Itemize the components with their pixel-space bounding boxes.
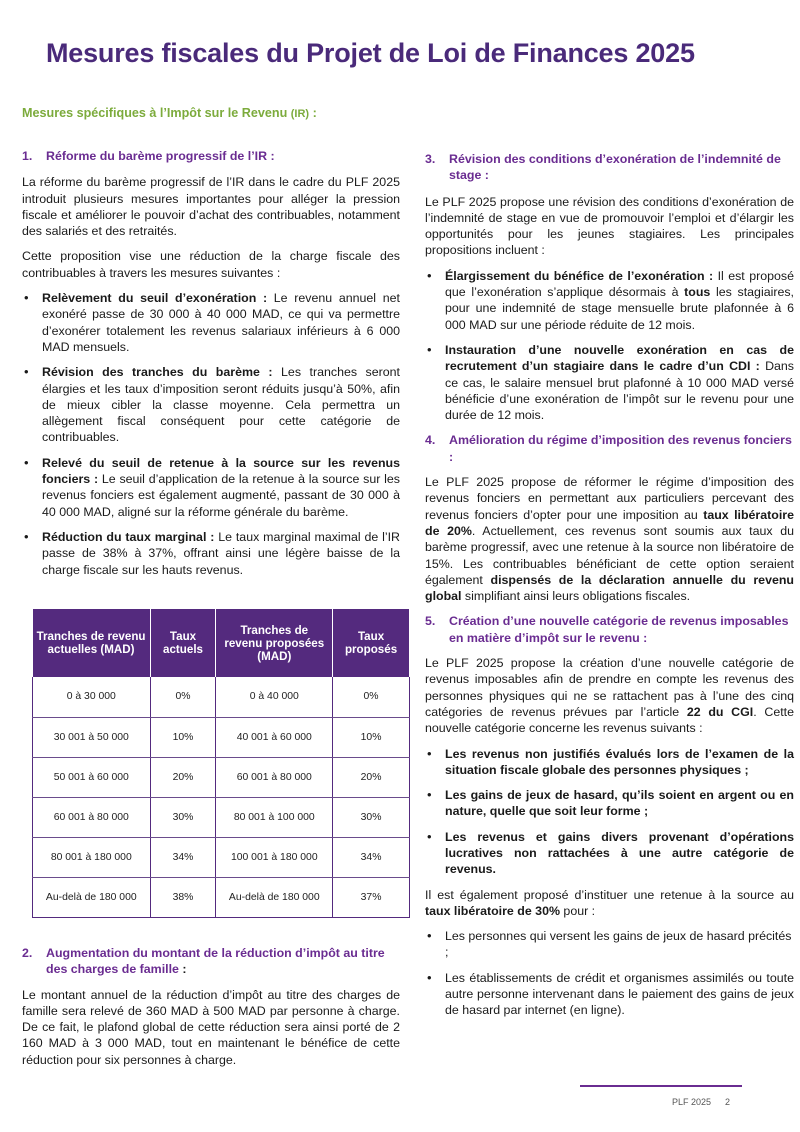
list-item <box>425 342 794 423</box>
list-item: • Les établissements de crédit et organismes assimilés ou toute autre personne intervenant dans le paiement des gains de jeux de hasard par internet (en ligne). <box>425 970 794 1019</box>
section-4-title: Amélioration du régime d’imposition des revenus fonciers : <box>449 433 792 464</box>
table-cell: 10% <box>150 717 216 757</box>
table-cell: 30% <box>333 797 410 837</box>
table-header-row <box>33 609 410 677</box>
page-number: 2 <box>725 1097 731 1107</box>
section-5-title: Création d’une nouvelle catégorie de revenus imposables en matière d’impôt sur le revenu : <box>449 614 789 645</box>
subtitle-abbr: (IR) <box>290 108 310 120</box>
section-5-number: 5. <box>425 614 436 629</box>
list-item <box>425 746 794 779</box>
table-cell: 100 001 à 180 000 <box>216 837 333 877</box>
table-cell: 30% <box>150 797 216 837</box>
bullet-bold: Les gains de jeux de hasard, qu’ils soient en argent ou en nature, quelle que soit leur forme ; <box>445 788 794 819</box>
section-1-title: Réforme du barème progressif de l’IR : <box>46 149 275 163</box>
section-5-heading <box>425 613 794 646</box>
right-column <box>425 151 794 1028</box>
table-row <box>33 717 410 757</box>
list-item: • Les personnes qui versent les gains de jeux de hasard précités ; <box>425 928 794 961</box>
text: Le PLF 2025 propose de réformer le régime d’imposition des revenus fonciers en permettant aux particuliers percevant des revenus fonciers d’opter pour une imposition au <box>425 475 794 522</box>
section-3-heading <box>425 151 794 184</box>
list-item <box>425 829 794 878</box>
section-1-number: 1. <box>22 149 33 163</box>
section-4-paragraph <box>425 474 794 604</box>
subtitle-main: Mesures spécifiques à l’Impôt sur le Revenu <box>22 106 288 120</box>
section-3-number: 3. <box>425 152 436 166</box>
bold-text: taux libératoire de 20% <box>425 507 794 538</box>
section-3-bullets <box>425 268 794 424</box>
bullet-text: Le revenu annuel net exonéré passe de 30 000 à 40 000 MAD, ce qui va permettre d’exonérer totalement les revenus salariaux inférieurs à 6 000 MAD mensuels. <box>42 291 400 354</box>
bold-text: taux libératoire de 30% <box>425 903 560 918</box>
table-cell: 20% <box>150 757 216 797</box>
section-5-paragraph-2 <box>425 887 794 920</box>
table-cell: Au-delà de 180 000 <box>33 877 151 917</box>
bullet-bold: Relevé du seuil de retenue à la source sur les revenus fonciers : <box>42 455 400 487</box>
table-cell: 34% <box>333 837 410 877</box>
table-cell: 30 001 à 50 000 <box>33 717 151 757</box>
table-cell: 80 001 à 180 000 <box>33 837 151 877</box>
list-item <box>22 290 400 355</box>
footer-divider <box>580 1085 742 1087</box>
bullet-text: Dans ce cas, le salaire mensuel brut plafonné à 10 000 MAD versé bénéficie d’une exonération de l’impôt sur le revenu pour une durée de 12 mois. <box>445 359 795 423</box>
table-row <box>33 877 410 917</box>
bullet-bold: Instauration d’une nouvelle exonération en cas de recrutement d’un stagiaire dans le cadre d’un CDI : <box>445 342 794 374</box>
column-header: Tranches de revenu actuelles (MAD) <box>33 609 151 677</box>
bullet-bold: Relèvement du seuil d’exonération : <box>42 291 268 306</box>
table-cell: 60 001 à 80 000 <box>33 797 151 837</box>
section-1-heading <box>22 148 400 164</box>
list-item <box>22 364 400 445</box>
table-row <box>33 797 410 837</box>
column-header: Taux proposés <box>333 609 410 677</box>
section-4-number: 4. <box>425 433 436 448</box>
bullet-bold: Les revenus et gains divers provenant d’opérations lucratives non rattachées à une autre catégorie de revenus. <box>445 829 794 877</box>
bold-text: dispensés de la déclaration annuelle du revenu global <box>425 572 794 604</box>
table-cell: 34% <box>150 837 216 877</box>
table-cell: 37% <box>333 877 410 917</box>
table-cell: 0 à 30 000 <box>33 677 151 717</box>
bullet-text: Le seuil d’application de la retenue à la source sur les revenus fonciers est également augmenté, passant de 30 000 à 40 000 MAD, aligné sur la réforme générale du barème. <box>42 472 400 519</box>
list-item <box>22 529 400 578</box>
section-1-bullets <box>22 290 400 578</box>
bullet-bold: Élargissement du bénéfice de l’exonération : <box>445 268 714 283</box>
table-cell: 0% <box>333 677 410 717</box>
bold-text: 22 du CGI <box>686 704 754 719</box>
list-item <box>425 268 794 333</box>
column-header: Tranches de revenu proposées (MAD) <box>216 609 333 677</box>
table-cell: 80 001 à 100 000 <box>216 797 333 837</box>
table-cell: Au-delà de 180 000 <box>216 877 333 917</box>
text: simplifiant ainsi leurs obligations fiscales. <box>461 589 691 604</box>
table-cell: 0% <box>150 677 216 717</box>
section-5-bullets-2 <box>425 928 794 1018</box>
section-2-heading <box>22 945 400 978</box>
section-2-colon: : <box>178 962 187 977</box>
column-header: Taux actuels <box>150 609 216 677</box>
table-cell: 50 001 à 60 000 <box>33 757 151 797</box>
section-3-title: Révision des conditions d’exonération de l’indemnité de stage : <box>449 152 781 183</box>
bullet-text: Les tranches seront élargies et les taux d’imposition seront réduits jusqu’à 50%, afin de mieux cibler la classe moyenne. Cela permettra un allègement fiscal conséquent pour cette catégorie de contribuables. <box>42 365 400 445</box>
table-cell: 40 001 à 60 000 <box>216 717 333 757</box>
left-column <box>22 148 400 587</box>
text: . Cette nouvelle catégorie concerne les revenus suivants : <box>425 704 794 736</box>
list-item <box>425 787 794 820</box>
bullet-bold: Les revenus non justifiés évalués lors de l’examen de la situation fiscale globale des personnes physiques ; <box>445 746 794 777</box>
table-cell: 60 001 à 80 000 <box>216 757 333 797</box>
section-2-paragraph: Le montant annuel de la réduction d’impôt au titre des charges de famille sera relevé de 360 MAD à 500 MAD par personne à charge. De ce fait, le plafond global de cette réduction sera ainsi porté de 2 160 MAD à 3 000 MAD, tout en maintenant le bénéfice de cette réduction pour six personnes à charge. <box>22 987 400 1067</box>
text: Il est également proposé d’instituer une retenue à la source au <box>425 887 794 902</box>
table-cell: 20% <box>333 757 410 797</box>
bullet-text: les stagiaires, pour une indemnité de stage mensuelle brute plafonnée à 6 000 MAD sur une période réduite de 12 mois. <box>445 285 794 332</box>
table-cell: 10% <box>333 717 410 757</box>
bullet-bold: Réduction du taux marginal : <box>42 529 215 544</box>
text: Le PLF 2025 propose la création d’une nouvelle catégorie de revenus imposables afin de prendre en compte les revenus des personnes physiques qui ne se rattachent pas à l’une des cinq catégories de revenus prévues par l’article <box>425 656 794 719</box>
page-footer <box>672 1097 730 1107</box>
section-3-paragraph: Le PLF 2025 propose une révision des conditions d’exonération de l’indemnité de stage en vue de promouvoir l’emploi et d’élargir les opportunités pour les jeunes stagiaires. Les principales propositions incluent : <box>425 194 794 258</box>
subtitle-suffix: : <box>309 106 317 120</box>
table-row <box>33 757 410 797</box>
footer-label: PLF 2025 <box>672 1097 712 1107</box>
section-5-bullets <box>425 746 794 878</box>
text: pour : <box>559 903 596 918</box>
bullet-text: Il est proposé que l’exonération s’applique désormais à <box>445 268 794 300</box>
table-cell: 38% <box>150 877 216 917</box>
section-4-heading <box>425 432 794 465</box>
text: . Actuellement, ces revenus sont soumis aux taux du barème progressif, avec une retenue à la source non libératoire de 15%. Les contribuables bénéficiant de cette option seraient également <box>425 523 795 587</box>
tax-bracket-table <box>32 609 410 918</box>
section-subtitle <box>22 106 317 120</box>
bullet-bold: tous <box>684 285 711 300</box>
section-2-number: 2. <box>22 946 33 960</box>
section-2 <box>22 945 400 1077</box>
section-5-paragraph-1 <box>425 655 794 736</box>
bullet-bold: Révision des tranches du barème : <box>42 365 273 380</box>
list-item <box>22 455 400 520</box>
table-cell: 0 à 40 000 <box>216 677 333 717</box>
bullet-text: Le taux marginal maximal de l’IR passe de 38% à 37%, offrant ainsi une légère baisse de la charge fiscale sur les hauts revenus. <box>42 529 401 577</box>
page-title: Mesures fiscales du Projet de Loi de Finances 2025 <box>46 38 695 68</box>
section-1-paragraph-2: Cette proposition vise une réduction de la charge fiscale des contribuables à travers les mesures suivantes : <box>22 249 400 280</box>
table-row <box>33 677 410 717</box>
section-2-title: Augmentation du montant de la réduction d’impôt au titre des charges de famille <box>46 946 385 977</box>
section-1-paragraph-1: La réforme du barème progressif de l’IR dans le cadre du PLF 2025 introduit plusieurs mesures importantes pour alléger la pression fiscale et améliorer le pouvoir d’achat des contribuables, notamment des salariés et des retraités. <box>22 175 400 239</box>
table-row <box>33 837 410 877</box>
